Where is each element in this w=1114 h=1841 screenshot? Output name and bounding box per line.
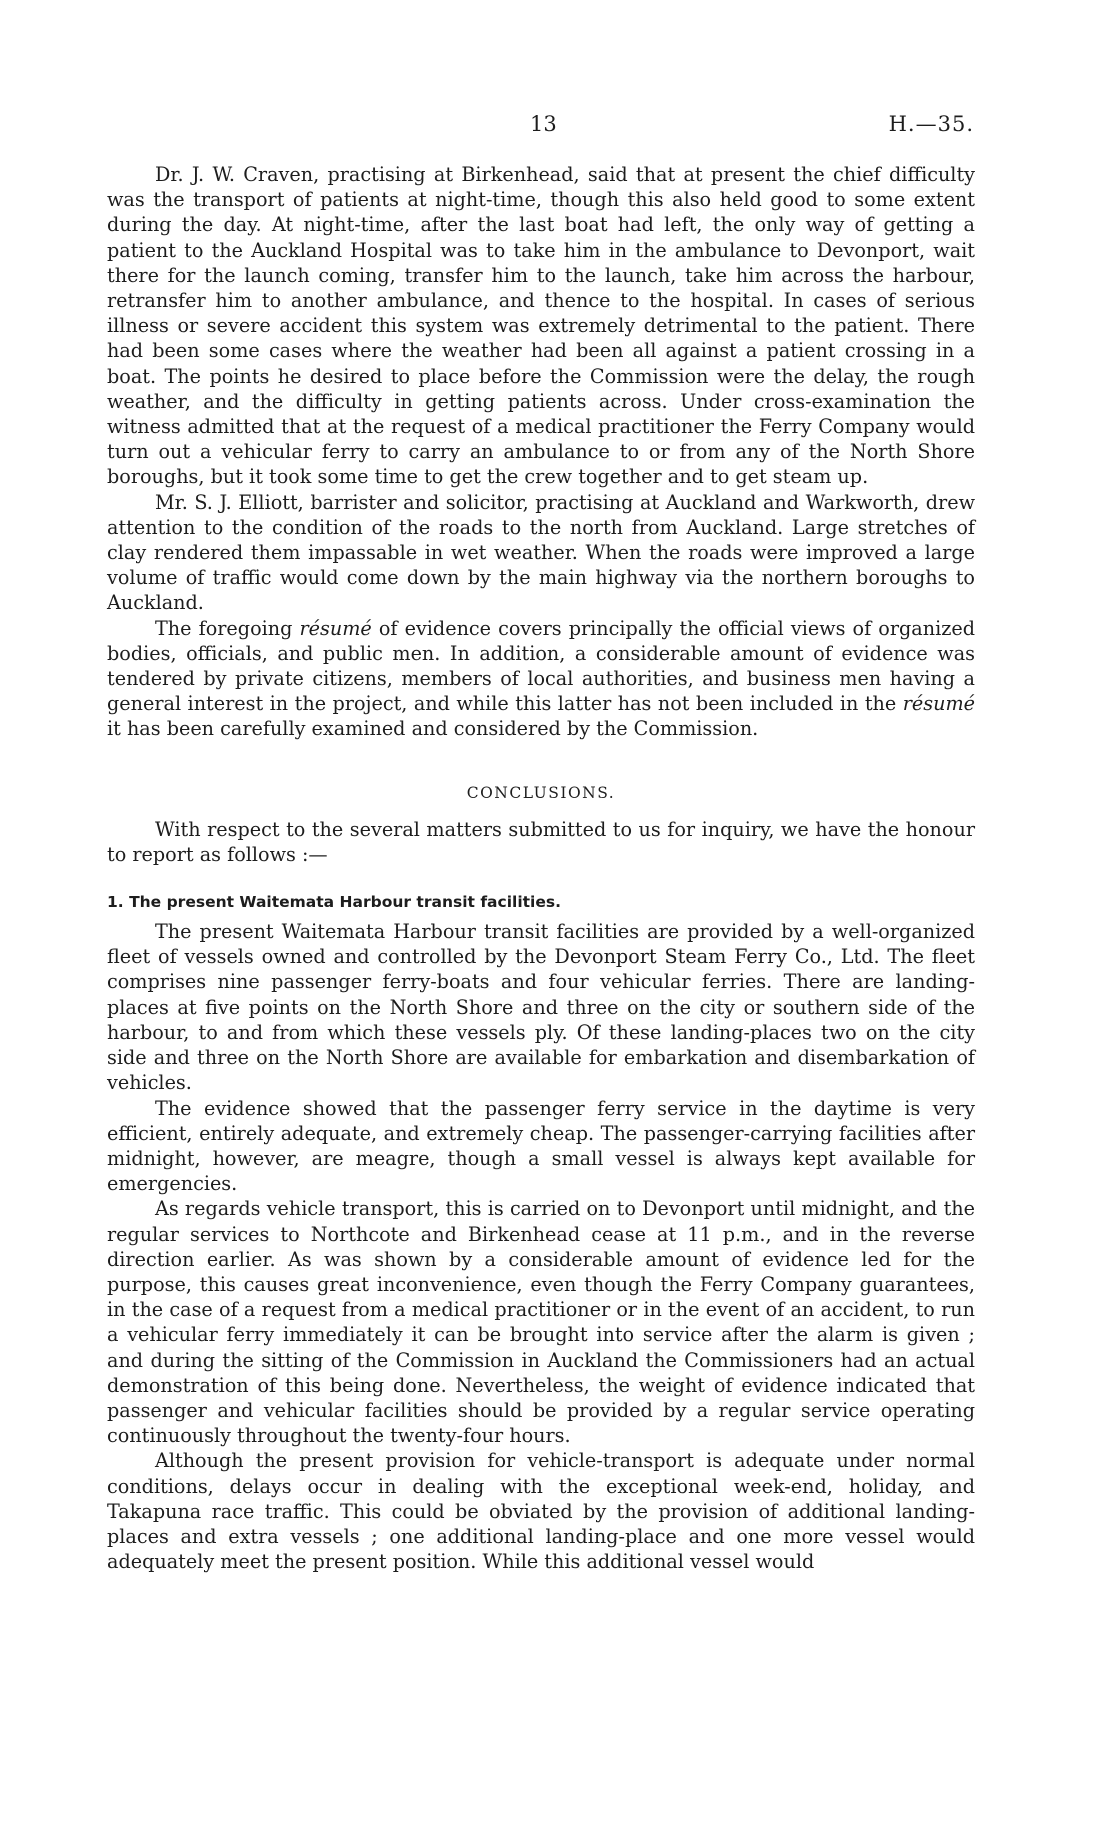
section-1-paragraph: As regards vehicle transport, this is carried on to Devonport until midnight, and the regular services to Northcote and Birkenhead cease at 11 p.m., and in the reverse direction earlier. As was shown by a considerable amount of evidence led for the purpose, this causes great inconvenience, even though the Ferry Company guarantees, in the case of a request from a medical practitioner or in the event of an accident, to run a vehicular ferry immediately it can be brought into service after the alarm is given ; and during the sitting of the Commission in Auckland the Commissioners had an actual demonstration of this being done. Nevertheless, the weight of evidence indicated that passenger and vehicular facilities should be provided by a regular service operating continuously throughout the twenty-four hours. [107, 1197, 975, 1448]
resume-text-part-3: it has been carefully examined and considered by the Commission. [107, 717, 759, 741]
paragraph-craven-testimony: Dr. J. W. Craven, practising at Birkenhead, said that at present the chief difficulty was the transport of patients at night-time, though this also held good to some extent during the day. At night-time, after the last boat had left, the only way of getting a patient to the Auckland Hospital was to take him in the ambulance to Devonport, wait there for the launch coming, transfer him to the launch, take him across the harbour, retransfer him to another ambulance, and thence to the hospital. In cases of serious illness or severe accident this system was extremely detrimental to the patient. There had been some cases where the weather had been all against a patient crossing in a boat. The points he desired to place before the Commission were the delay, the rough weather, and the difficulty in getting patients across. Under cross-examination the witness admitted that at the request of a medical practitioner the Ferry Company would turn out a vehicular ferry to carry an ambulance to or from any of the North Shore boroughs, but it took some time to get the crew together and to get steam up. [107, 163, 975, 489]
section-1-paragraph: The evidence showed that the passenger ferry service in the daytime is very efficient, entirely adequate, and extremely cheap. The passenger-carrying facilities after midnight, however, are meagre, though a small vessel is always kept available for emergencies. [107, 1096, 975, 1196]
paragraph-resume-note [107, 616, 975, 742]
resume-text-part-2: of evidence covers principally the official views of organized bodies, officials, and public men. In addition, a considerable amount of evidence was tendered by private citizens, members of local authorities, and business men having a general interest in the project, and while this latter has not been included in the [107, 616, 975, 716]
section-1-paragraph: The present Waitemata Harbour transit facilities are provided by a well-organized fleet of vessels owned and controlled by the Devonport Steam Ferry Co., Ltd. The fleet comprises nine passenger ferry-boats and four vehicular ferries. There are landing-places at five points on the North Shore and three on the city or southern side of the harbour, to and from which these vessels ply. Of these landing-places two on the city side and three on the North Shore are available for embarkation and disembarkation of vehicles. [107, 920, 975, 1095]
page-number: 13 [530, 112, 557, 136]
section-1-paragraph: Although the present provision for vehicle-transport is adequate under normal conditions, delays occur in dealing with the exceptional week-end, holiday, and Takapuna race traffic. This could be obviated by the provision of additional landing-places and extra vessels ; one additional landing-place and one more vessel would adequately meet the present position. While this additional vessel would [107, 1449, 975, 1574]
body-text [107, 162, 975, 1574]
resume-italic-1: résumé [299, 616, 372, 640]
resume-text-part-1: The foregoing [155, 616, 300, 640]
conclusions-heading: CONCLUSIONS. [466, 783, 616, 802]
paragraph-elliott-testimony: Mr. S. J. Elliott, barrister and solicitor, practising at Auckland and Warkworth, drew attention to the condition of the roads to the north from Auckland. Large stretches of clay rendered them impassable in wet weather. When the roads were improved a large volume of traffic would come down by the main highway via the northern boroughs to Auckland. [107, 490, 975, 615]
page-header [0, 112, 1114, 142]
resume-italic-2: résumé [902, 692, 975, 716]
conclusions-intro: With respect to the several matters submitted to us for inquiry, we have the honour to report as follows :— [107, 817, 975, 866]
document-reference: H.—35. [888, 112, 974, 136]
section-1-heading: 1. The present Waitemata Harbour transit facilities. [107, 893, 561, 912]
